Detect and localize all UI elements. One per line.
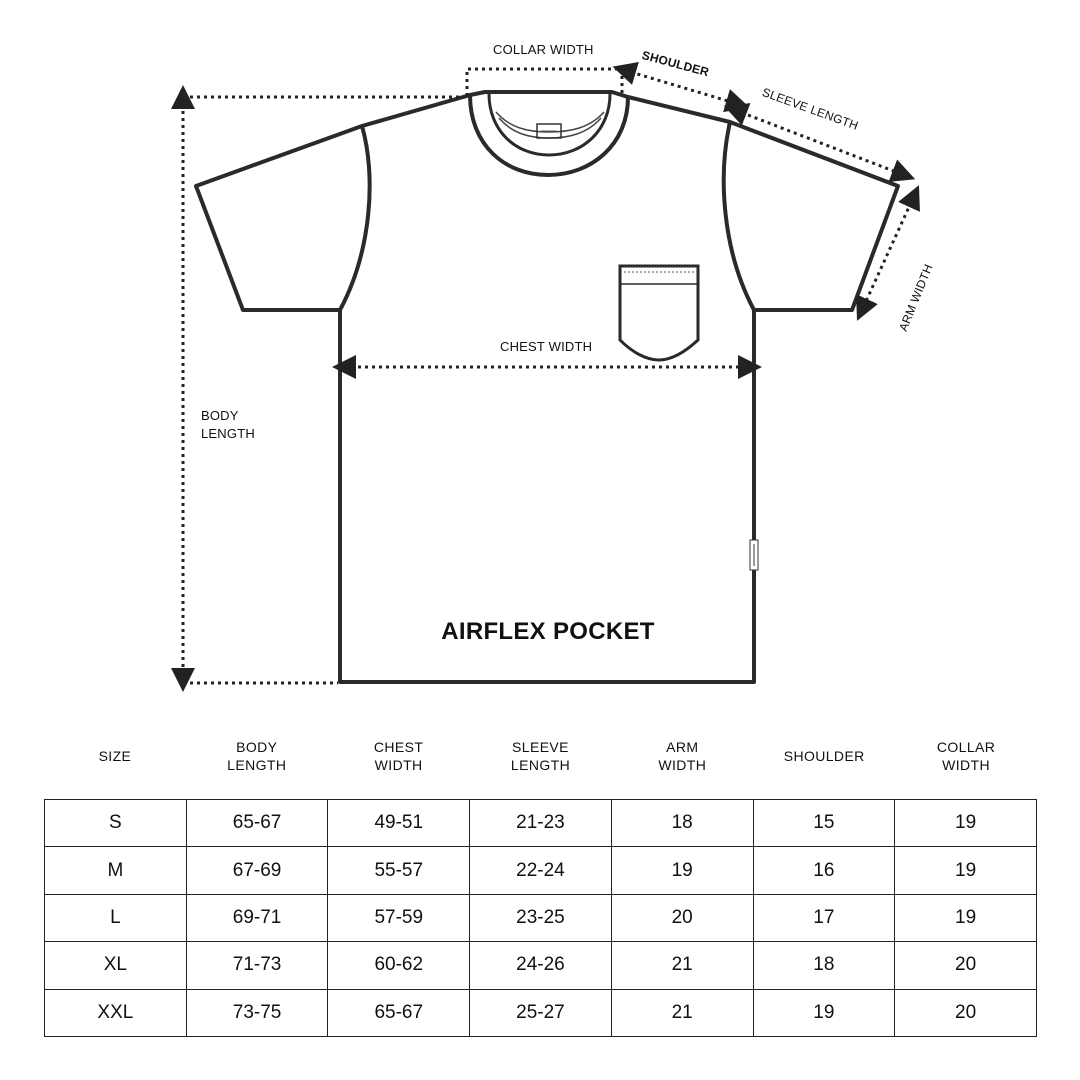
arm-width-label: ARM WIDTH	[896, 262, 936, 334]
table-cell-sleeve-length: 22-24	[470, 847, 612, 894]
table-row	[45, 989, 1037, 1036]
table-cell-collar-width: 19	[895, 894, 1037, 941]
table-row	[45, 894, 1037, 941]
header-chest-width: CHEST WIDTH	[373, 739, 424, 773]
table-cell-body-length: 71-73	[186, 942, 328, 989]
body-length-label-line1: BODY	[201, 408, 239, 423]
table-cell-chest-width: 65-67	[328, 989, 470, 1036]
header-arm-width: ARM WIDTH	[658, 739, 707, 773]
table-cell-collar-width: 19	[895, 847, 1037, 894]
pocket-icon	[620, 266, 698, 360]
table-cell-sleeve-length: 25-27	[470, 989, 612, 1036]
chest-width-label: CHEST WIDTH	[500, 339, 593, 354]
table-cell-arm-width: 21	[611, 942, 753, 989]
table-cell-sleeve-length: 24-26	[470, 942, 612, 989]
shoulder-label: SHOULDER	[640, 48, 711, 80]
sleeve-length-label: SLEEVE LENGTH	[760, 85, 861, 133]
table-cell-chest-width: 55-57	[328, 847, 470, 894]
table-row	[45, 847, 1037, 894]
table-cell-size: S	[45, 800, 187, 847]
header-collar-width: COLLAR WIDTH	[936, 739, 996, 773]
table-cell-chest-width: 49-51	[328, 800, 470, 847]
table-cell-shoulder: 17	[753, 894, 895, 941]
collar	[470, 95, 628, 175]
size-table	[44, 799, 1037, 1037]
header-shoulder: SHOULDER	[783, 748, 865, 764]
header-body-length: BODY LENGTH	[227, 739, 287, 773]
header-size: SIZE	[98, 748, 132, 764]
table-cell-sleeve-length: 23-25	[470, 894, 612, 941]
collar-width-label: COLLAR WIDTH	[493, 42, 594, 57]
tshirt-body	[196, 92, 898, 682]
table-cell-shoulder: 16	[753, 847, 895, 894]
table-row	[45, 800, 1037, 847]
table-cell-size: M	[45, 847, 187, 894]
table-cell-arm-width: 18	[611, 800, 753, 847]
table-cell-chest-width: 57-59	[328, 894, 470, 941]
table-cell-size: L	[45, 894, 187, 941]
side-tag-icon	[750, 540, 758, 570]
table-cell-body-length: 65-67	[186, 800, 328, 847]
table-cell-collar-width: 19	[895, 800, 1037, 847]
table-cell-collar-width: 20	[895, 942, 1037, 989]
table-row	[45, 942, 1037, 989]
table-cell-size: XXL	[45, 989, 187, 1036]
table-header-row	[44, 734, 1037, 780]
table-cell-arm-width: 20	[611, 894, 753, 941]
table-cell-shoulder: 15	[753, 800, 895, 847]
table-cell-size: XL	[45, 942, 187, 989]
table-cell-shoulder: 18	[753, 942, 895, 989]
table-cell-sleeve-length: 21-23	[470, 800, 612, 847]
table-cell-chest-width: 60-62	[328, 942, 470, 989]
product-name: AIRFLEX POCKET	[441, 618, 655, 645]
table-cell-arm-width: 19	[611, 847, 753, 894]
table-cell-collar-width: 20	[895, 989, 1037, 1036]
header-sleeve-length: SLEEVE LENGTH	[510, 739, 571, 773]
table-cell-arm-width: 21	[611, 989, 753, 1036]
body-length-label-line2: LENGTH	[201, 426, 255, 441]
table-cell-body-length: 69-71	[186, 894, 328, 941]
table-cell-shoulder: 19	[753, 989, 895, 1036]
table-cell-body-length: 67-69	[186, 847, 328, 894]
table-cell-body-length: 73-75	[186, 989, 328, 1036]
